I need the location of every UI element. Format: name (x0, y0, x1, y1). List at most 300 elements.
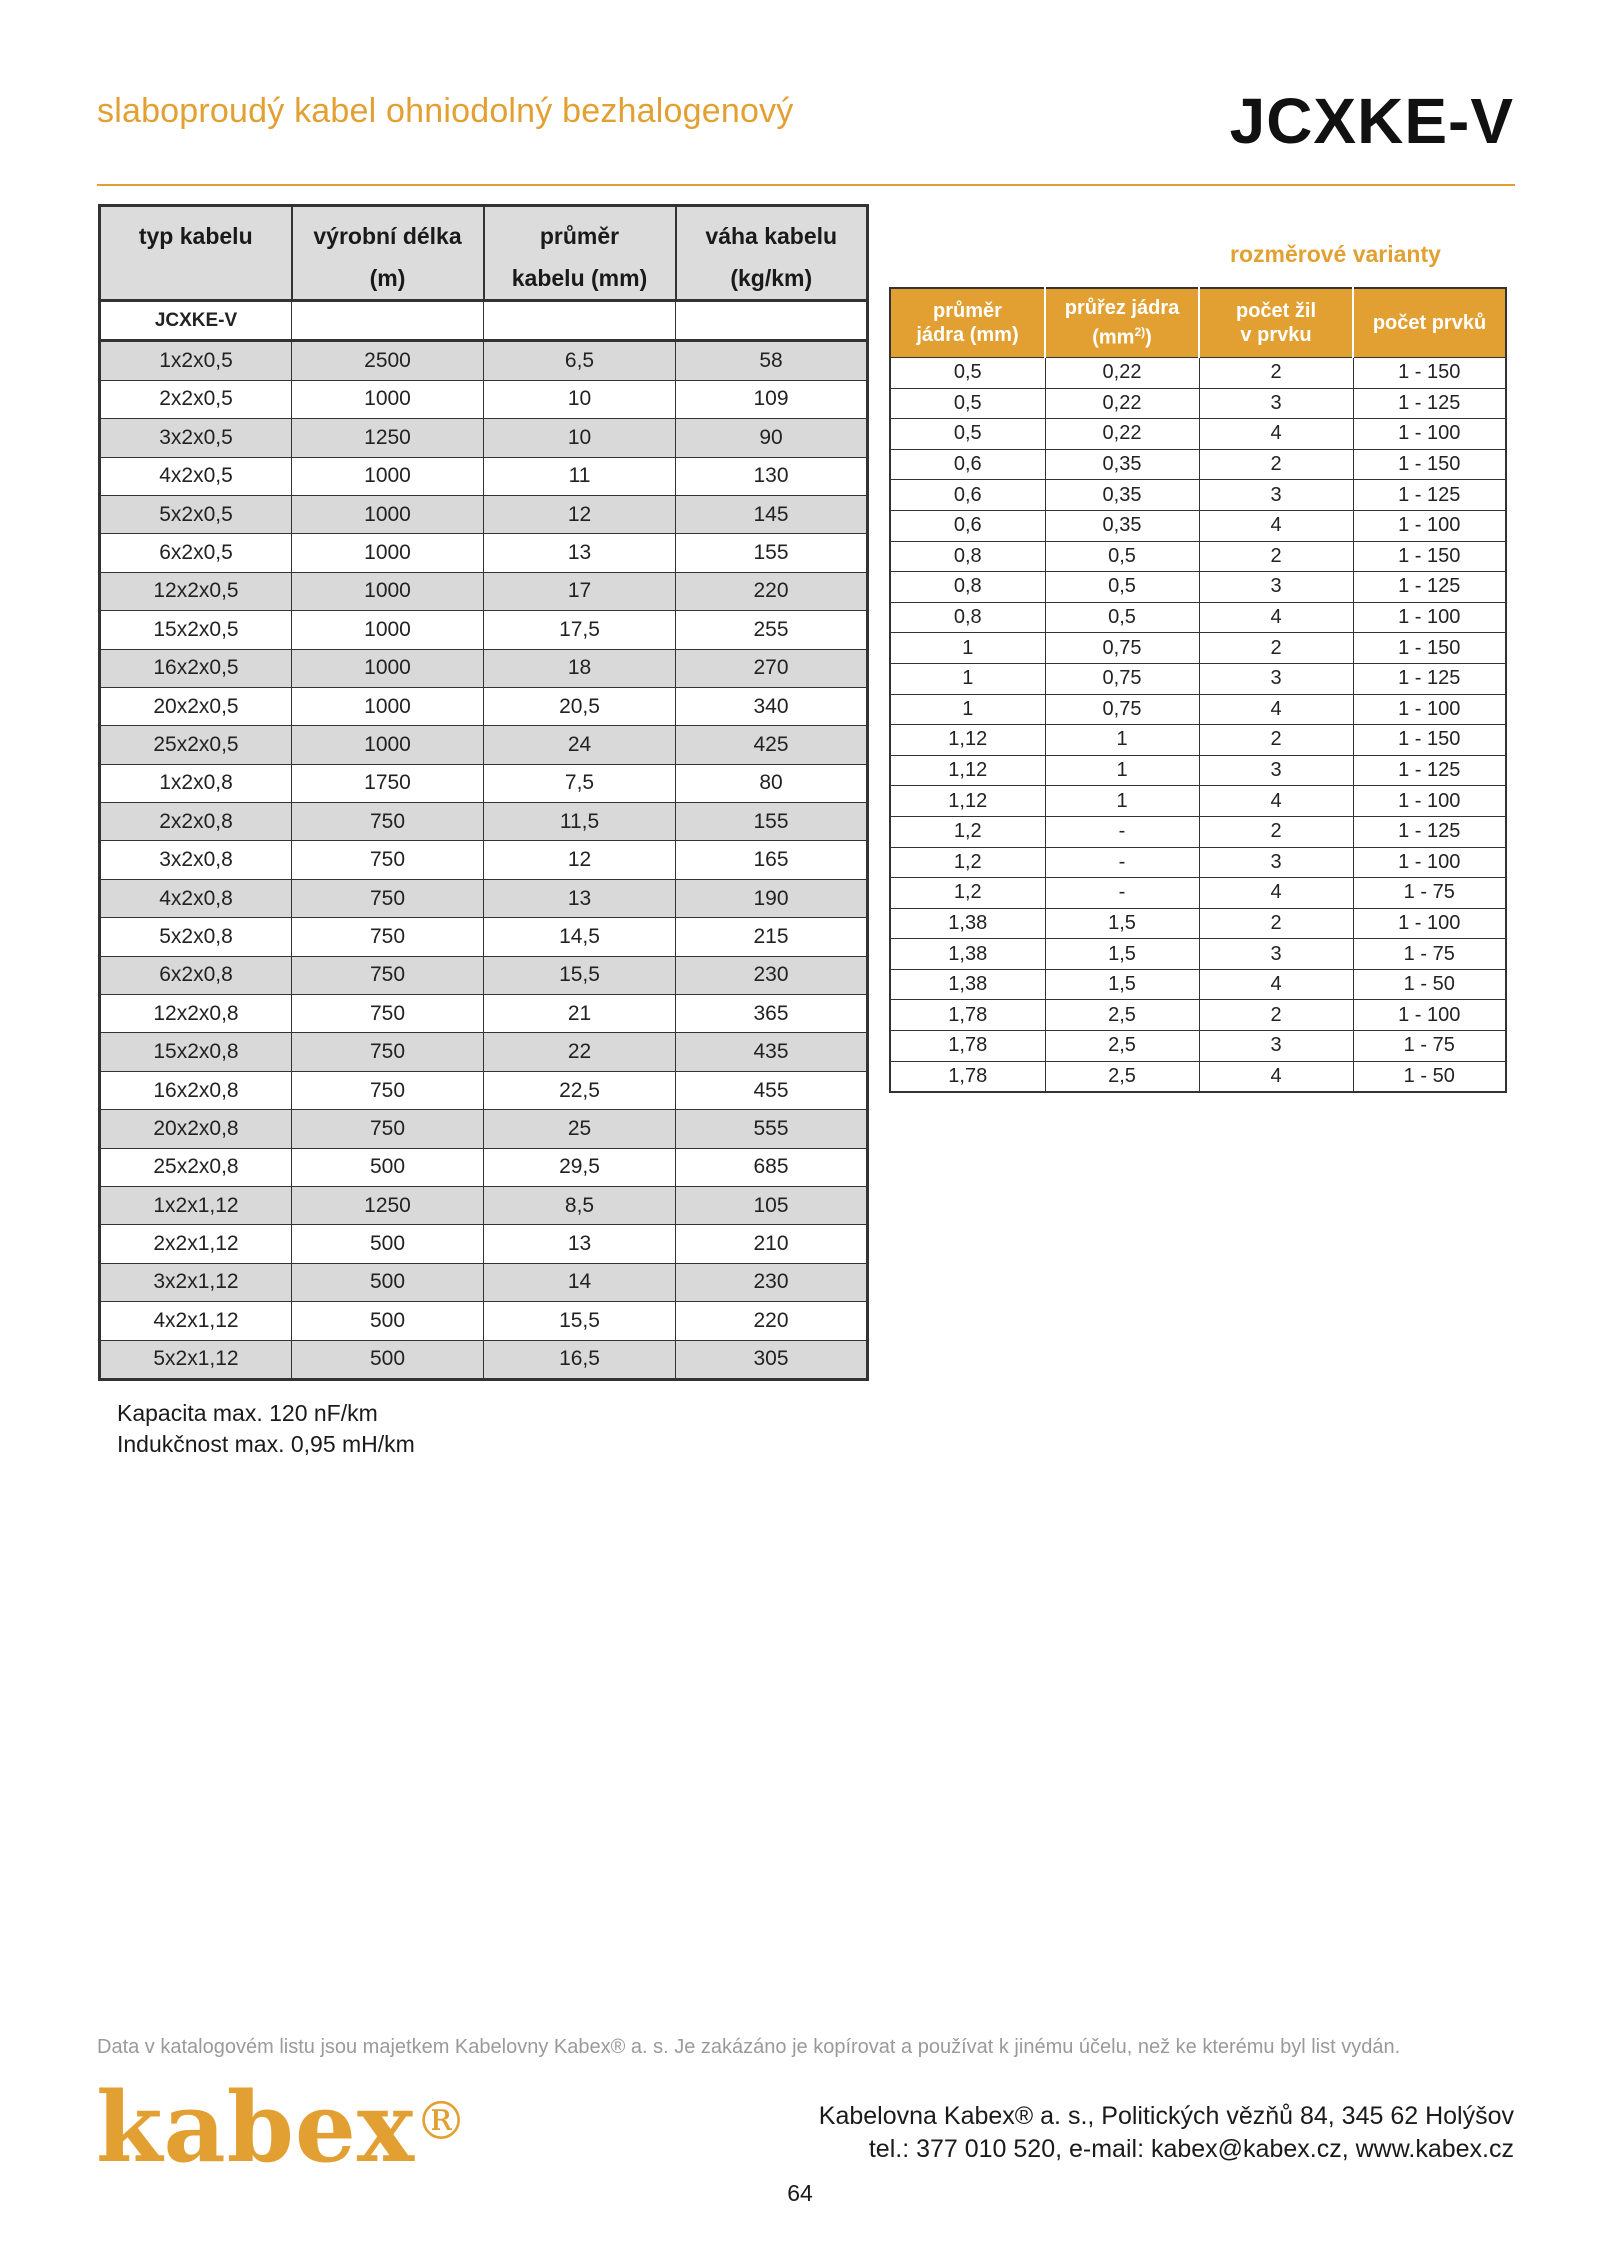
table-cell: 165 (676, 841, 868, 879)
variant-cell: 0,35 (1045, 449, 1199, 480)
variant-row (890, 510, 1506, 541)
variant-cell: 0,22 (1045, 388, 1199, 419)
variant-row (890, 1061, 1506, 1092)
table-cell: 1000 (292, 687, 484, 725)
table-cell: 145 (676, 495, 868, 533)
variant-cell: 0,5 (890, 388, 1045, 419)
variant-cell: 0,6 (890, 449, 1045, 480)
table-cell: 58 (676, 341, 868, 380)
table-cell: 18 (484, 649, 676, 687)
table-cell: 190 (676, 879, 868, 917)
variant-cell: 1 - 50 (1353, 1061, 1506, 1092)
variant-cell: 4 (1199, 694, 1353, 725)
table-cell: 24 (484, 726, 676, 764)
table-cell: 1000 (292, 611, 484, 649)
table-cell: 7,5 (484, 764, 676, 802)
variant-cell: 1 - 75 (1353, 878, 1506, 909)
table-row (100, 572, 868, 610)
variant-cell: 1 - 100 (1353, 419, 1506, 450)
table-row (100, 1071, 868, 1109)
table-row (100, 534, 868, 572)
superscript: 2) (1134, 325, 1146, 340)
variant-cell: 1,38 (890, 969, 1045, 1000)
table-cell: 750 (292, 956, 484, 994)
variant-row (890, 725, 1506, 756)
variant-cell: 2 (1199, 633, 1353, 664)
variant-cell: 3 (1199, 1031, 1353, 1062)
variant-row (890, 541, 1506, 572)
table-row (100, 1263, 868, 1301)
variant-cell: 0,8 (890, 541, 1045, 572)
variant-cell: 1,38 (890, 908, 1045, 939)
main-header-row (100, 206, 868, 301)
table-cell: 25x2x0,8 (100, 1148, 292, 1186)
variant-cell: 1,5 (1045, 939, 1199, 970)
cable-type-row (100, 301, 868, 341)
variant-row (890, 480, 1506, 511)
table-cell: 15,5 (484, 1302, 676, 1340)
variant-cell: 1,2 (890, 847, 1045, 878)
table-cell: 5x2x0,5 (100, 495, 292, 533)
table-cell: 2x2x0,8 (100, 803, 292, 841)
variant-cell: 0,75 (1045, 633, 1199, 664)
variant-cell: 4 (1199, 1061, 1353, 1092)
variant-cell: 1,38 (890, 939, 1045, 970)
header-line: průřez jádra (1064, 297, 1180, 320)
table-cell: 13 (484, 879, 676, 917)
table-cell: 500 (292, 1148, 484, 1186)
variant-cell: 1 (1045, 725, 1199, 756)
header-line: průměr (933, 300, 1002, 322)
table-cell: 685 (676, 1148, 868, 1186)
table-cell: 4x2x0,8 (100, 879, 292, 917)
table-cell: 16,5 (484, 1340, 676, 1379)
variant-row (890, 816, 1506, 847)
variant-cell: 2,5 (1045, 1061, 1199, 1092)
table-cell: 270 (676, 649, 868, 687)
table-cell: 2x2x1,12 (100, 1225, 292, 1263)
variant-cell: 0,6 (890, 510, 1045, 541)
table-cell: 1000 (292, 495, 484, 533)
table-cell: 25x2x0,5 (100, 726, 292, 764)
variant-cell: 1,5 (1045, 969, 1199, 1000)
table-cell: 11,5 (484, 803, 676, 841)
table-row (100, 495, 868, 533)
variant-cell: 1 - 125 (1353, 663, 1506, 694)
table-cell: 2500 (292, 341, 484, 380)
table-row (100, 1225, 868, 1263)
variant-cell: 2 (1199, 816, 1353, 847)
header-line: váha kabelu (705, 223, 838, 249)
variant-cell: 1 - 125 (1353, 480, 1506, 511)
header-line: v prvku (1240, 324, 1312, 346)
product-code-title: JCXKE-V (1229, 85, 1514, 157)
table-cell: 105 (676, 1186, 868, 1224)
table-cell: 750 (292, 841, 484, 879)
table-cell: 750 (292, 879, 484, 917)
table-cell: 11 (484, 457, 676, 495)
variant-row (890, 602, 1506, 633)
variant-cell: 1,2 (890, 878, 1045, 909)
table-cell: 500 (292, 1302, 484, 1340)
table-cell: 425 (676, 726, 868, 764)
table-cell: 17,5 (484, 611, 676, 649)
variant-cell: 1 - 100 (1353, 1000, 1506, 1031)
variant-cell: 0,5 (1045, 572, 1199, 603)
variant-cell: 1 - 150 (1353, 358, 1506, 389)
header-line: počet prvků (1372, 312, 1487, 334)
variant-row (890, 786, 1506, 817)
table-cell: 750 (292, 995, 484, 1033)
table-cell: 20x2x0,8 (100, 1110, 292, 1148)
variant-row (890, 755, 1506, 786)
table-cell: 1000 (292, 726, 484, 764)
table-cell: 6x2x0,8 (100, 956, 292, 994)
variant-cell: 3 (1199, 663, 1353, 694)
header-line: průměr (539, 223, 620, 249)
variant-cell: 2 (1199, 358, 1353, 389)
table-row (100, 687, 868, 725)
variant-row (890, 449, 1506, 480)
variant-cell: 1 - 125 (1353, 755, 1506, 786)
main-header-cell (100, 206, 292, 301)
table-row (100, 726, 868, 764)
variant-cell: 1,12 (890, 755, 1045, 786)
variant-row (890, 1031, 1506, 1062)
table-row (100, 841, 868, 879)
dimension-variants-table (889, 287, 1507, 1093)
table-cell: 1000 (292, 572, 484, 610)
table-cell: 6,5 (484, 341, 676, 380)
variant-cell: 1,78 (890, 1000, 1045, 1031)
empty-cell (676, 301, 868, 341)
variant-cell: 0,35 (1045, 480, 1199, 511)
variants-header-cell (1045, 288, 1199, 358)
table-cell: 365 (676, 995, 868, 1033)
variant-cell: 0,75 (1045, 663, 1199, 694)
table-cell: 13 (484, 534, 676, 572)
registered-mark: ® (415, 2092, 469, 2152)
kabex-logo (96, 2071, 469, 2184)
table-cell: 220 (676, 572, 868, 610)
table-cell: 20x2x0,5 (100, 687, 292, 725)
variant-cell: 1 - 125 (1353, 816, 1506, 847)
variant-cell: 3 (1199, 939, 1353, 970)
table-cell: 1000 (292, 649, 484, 687)
variant-cell: - (1045, 878, 1199, 909)
table-cell: 435 (676, 1033, 868, 1071)
table-cell: 3x2x0,8 (100, 841, 292, 879)
table-cell: 500 (292, 1263, 484, 1301)
variant-row (890, 847, 1506, 878)
table-cell: 2x2x0,5 (100, 380, 292, 418)
table-cell: 16x2x0,8 (100, 1071, 292, 1109)
variant-cell: 1 - 100 (1353, 786, 1506, 817)
variant-cell: 2 (1199, 541, 1353, 572)
table-cell: 25 (484, 1110, 676, 1148)
variant-cell: 1 - 150 (1353, 541, 1506, 572)
variants-header-row (890, 288, 1506, 358)
table-row (100, 1148, 868, 1186)
table-row (100, 649, 868, 687)
variant-cell: 1 (890, 633, 1045, 664)
table-cell: 6x2x0,5 (100, 534, 292, 572)
table-row (100, 1186, 868, 1224)
variant-cell: 3 (1199, 755, 1353, 786)
variant-cell: 1 - 150 (1353, 449, 1506, 480)
table-cell: 215 (676, 918, 868, 956)
table-cell: 4x2x1,12 (100, 1302, 292, 1340)
variant-cell: 1,78 (890, 1061, 1045, 1092)
table-cell: 13 (484, 1225, 676, 1263)
variants-header-cell (1353, 288, 1506, 358)
table-cell: 22,5 (484, 1071, 676, 1109)
table-row (100, 1110, 868, 1148)
variant-cell: 0,22 (1045, 419, 1199, 450)
variant-cell: 0,8 (890, 572, 1045, 603)
variant-row (890, 388, 1506, 419)
variant-cell: - (1045, 847, 1199, 878)
inductance-note: Indukčnost max. 0,95 mH/km (117, 1431, 415, 1457)
main-header-cell (676, 206, 868, 301)
table-cell: 1000 (292, 380, 484, 418)
variant-cell: 1 - 100 (1353, 602, 1506, 633)
variant-cell: 1 - 100 (1353, 847, 1506, 878)
variant-cell: 1,78 (890, 1031, 1045, 1062)
table-cell: 15,5 (484, 956, 676, 994)
table-cell: 12 (484, 841, 676, 879)
table-row (100, 995, 868, 1033)
table-cell: 1750 (292, 764, 484, 802)
table-cell: 5x2x1,12 (100, 1340, 292, 1379)
variant-cell: 2,5 (1045, 1031, 1199, 1062)
company-contact-line: tel.: 377 010 520, e-mail: kabex@kabex.cz, www.kabex.cz (868, 2135, 1514, 2163)
company-contact (819, 2100, 1514, 2166)
variant-cell: 0,22 (1045, 358, 1199, 389)
table-row (100, 803, 868, 841)
variant-cell: 1 - 150 (1353, 725, 1506, 756)
table-cell: 3x2x1,12 (100, 1263, 292, 1301)
table-cell: 12x2x0,8 (100, 995, 292, 1033)
variant-cell: 1 - 125 (1353, 388, 1506, 419)
table-cell: 750 (292, 1110, 484, 1148)
table-cell: 109 (676, 380, 868, 418)
table-cell: 155 (676, 803, 868, 841)
table-cell: 500 (292, 1340, 484, 1379)
table-cell: 500 (292, 1225, 484, 1263)
variant-row (890, 358, 1506, 389)
variant-row (890, 572, 1506, 603)
variant-cell: 0,35 (1045, 510, 1199, 541)
table-cell: 230 (676, 956, 868, 994)
variant-cell: 4 (1199, 510, 1353, 541)
variant-cell: 1 - 100 (1353, 908, 1506, 939)
variant-cell: 1 - 75 (1353, 939, 1506, 970)
table-row (100, 341, 868, 380)
main-header-cell (292, 206, 484, 301)
table-cell: 90 (676, 419, 868, 457)
table-cell: 14,5 (484, 918, 676, 956)
variant-cell: 3 (1199, 480, 1353, 511)
table-cell: 12 (484, 495, 676, 533)
logo-text: kabex (96, 2071, 416, 2184)
table-row (100, 764, 868, 802)
variant-cell: 1 - 50 (1353, 969, 1506, 1000)
variant-cell: 0,75 (1045, 694, 1199, 725)
table-cell: 750 (292, 1033, 484, 1071)
table-row (100, 457, 868, 495)
table-cell: 210 (676, 1225, 868, 1263)
capacity-note: Kapacita max. 120 nF/km (117, 1400, 378, 1426)
variant-cell: 3 (1199, 847, 1353, 878)
variant-cell: 0,5 (890, 358, 1045, 389)
electrical-notes (117, 1398, 415, 1460)
table-cell: 8,5 (484, 1186, 676, 1224)
variant-cell: 1,2 (890, 816, 1045, 847)
header-line: výrobní délka (313, 223, 462, 249)
variant-cell: 2 (1199, 1000, 1353, 1031)
variant-cell: 1,12 (890, 786, 1045, 817)
header-line: typ kabelu (138, 223, 253, 249)
header-line: kabelu (mm) (511, 265, 648, 291)
table-row (100, 879, 868, 917)
header-line: $(mm^{2)})$ (1092, 325, 1152, 349)
table-row (100, 1302, 868, 1340)
variant-cell: 1 (890, 694, 1045, 725)
table-cell: 17 (484, 572, 676, 610)
variant-cell: 1 - 125 (1353, 572, 1506, 603)
variant-row (890, 663, 1506, 694)
table-cell: 5x2x0,8 (100, 918, 292, 956)
variant-row (890, 939, 1506, 970)
variant-cell: 0,8 (890, 602, 1045, 633)
header-line: jádra (mm) (916, 324, 1019, 346)
table-cell: 1000 (292, 534, 484, 572)
variant-cell: 3 (1199, 388, 1353, 419)
table-cell: 14 (484, 1263, 676, 1301)
table-cell: 1000 (292, 457, 484, 495)
table-cell: 80 (676, 764, 868, 802)
variant-cell: 1 - 75 (1353, 1031, 1506, 1062)
variant-cell: 0,5 (1045, 602, 1199, 633)
variant-cell: 2 (1199, 908, 1353, 939)
table-cell: 155 (676, 534, 868, 572)
table-row (100, 1033, 868, 1071)
table-row (100, 611, 868, 649)
variant-cell: 1 - 150 (1353, 633, 1506, 664)
variant-cell: 1,5 (1045, 908, 1199, 939)
header-divider (97, 184, 1515, 186)
table-cell: 750 (292, 918, 484, 956)
variant-cell: 1 (890, 663, 1045, 694)
table-row (100, 918, 868, 956)
variant-cell: 1 (1045, 755, 1199, 786)
document-subtitle: slaboproudý kabel ohniodolný bezhalogenový (97, 92, 794, 130)
variant-row (890, 878, 1506, 909)
table-row (100, 956, 868, 994)
table-cell: 12x2x0,5 (100, 572, 292, 610)
variant-cell: 4 (1199, 786, 1353, 817)
variant-row (890, 1000, 1506, 1031)
variant-cell: 2 (1199, 725, 1353, 756)
header-line: (kg/km) (730, 265, 813, 291)
copyright-disclaimer: Data v katalogovém listu jsou majetkem Kabelovny Kabex® a. s. Je zakázáno je kopírovat a používat k jinému účelu, než ke kterému byl list vydán. (97, 2036, 1401, 2058)
variant-cell: 4 (1199, 602, 1353, 633)
table-cell: 340 (676, 687, 868, 725)
table-cell: 750 (292, 803, 484, 841)
variants-header-cell (1199, 288, 1353, 358)
table-cell: 455 (676, 1071, 868, 1109)
table-cell: 15x2x0,8 (100, 1033, 292, 1071)
table-cell: 130 (676, 457, 868, 495)
table-cell: 22 (484, 1033, 676, 1071)
table-cell: 1250 (292, 1186, 484, 1224)
variant-cell: 0,6 (890, 480, 1045, 511)
table-cell: 305 (676, 1340, 868, 1379)
table-cell: 29,5 (484, 1148, 676, 1186)
variant-cell: 1 - 100 (1353, 694, 1506, 725)
table-cell: 555 (676, 1110, 868, 1148)
variant-row (890, 419, 1506, 450)
variant-cell: - (1045, 816, 1199, 847)
variant-row (890, 908, 1506, 939)
table-cell: 1x2x0,5 (100, 341, 292, 380)
variant-cell: 2,5 (1045, 1000, 1199, 1031)
empty-cell (292, 301, 484, 341)
variant-cell: 1 (1045, 786, 1199, 817)
table-cell: 10 (484, 380, 676, 418)
variant-cell: 0,5 (890, 419, 1045, 450)
variants-label: rozměrové varianty (1230, 241, 1441, 267)
main-header-cell (484, 206, 676, 301)
header-line: počet žil (1235, 300, 1316, 322)
empty-cell (484, 301, 676, 341)
cable-specs-table (98, 204, 869, 1381)
variant-cell: 4 (1199, 969, 1353, 1000)
variant-row (890, 633, 1506, 664)
table-cell: 1x2x1,12 (100, 1186, 292, 1224)
table-cell: 1250 (292, 419, 484, 457)
header-line: (m) (369, 265, 406, 291)
table-cell: 220 (676, 1302, 868, 1340)
variant-cell: 2 (1199, 449, 1353, 480)
variant-row (890, 694, 1506, 725)
table-cell: 750 (292, 1071, 484, 1109)
variant-cell: 4 (1199, 878, 1353, 909)
page-number: 64 (787, 2180, 813, 2206)
table-cell: 20,5 (484, 687, 676, 725)
table-cell: 230 (676, 1263, 868, 1301)
cable-type-label: JCXKE-V (100, 301, 292, 341)
table-cell: 10 (484, 419, 676, 457)
table-cell: 255 (676, 611, 868, 649)
company-address: Kabelovna Kabex® a. s., Politických vězňů 84, 345 62 Holýšov (818, 2102, 1514, 2130)
variant-cell: 1 - 100 (1353, 510, 1506, 541)
table-cell: 4x2x0,5 (100, 457, 292, 495)
variants-header-cell (890, 288, 1045, 358)
variant-cell: 4 (1199, 419, 1353, 450)
table-row (100, 1340, 868, 1379)
variant-row (890, 969, 1506, 1000)
table-cell: 16x2x0,5 (100, 649, 292, 687)
table-row (100, 419, 868, 457)
table-row (100, 380, 868, 418)
variant-cell: 0,5 (1045, 541, 1199, 572)
table-cell: 15x2x0,5 (100, 611, 292, 649)
variant-cell: 1,12 (890, 725, 1045, 756)
table-cell: 21 (484, 995, 676, 1033)
variant-cell: 3 (1199, 572, 1353, 603)
